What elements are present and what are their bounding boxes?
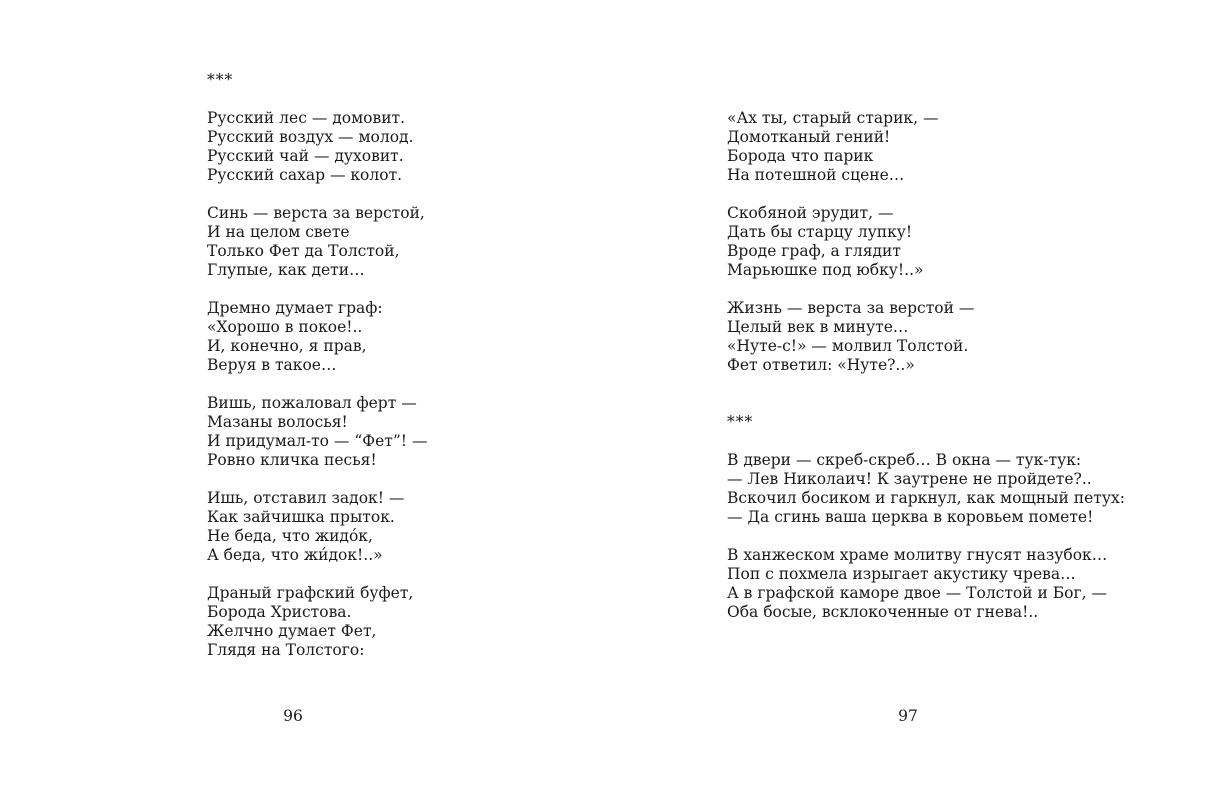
stanza [727,546,1125,622]
poem-line: Вскочил босиком и гаркнул, как мощный петух: [727,489,1125,507]
poem-line: А беда, что жи́док!..» [207,546,383,564]
poem-line: В двери — скреб-скреб… В окна — тук-тук: [727,451,1082,469]
poem-line: Борода Христова. [207,603,352,621]
poem-line: Русский сахар — колот. [207,166,403,184]
poem-line: Жизнь — верста за верстой — [727,299,975,317]
poem-line: Ишь, отставил задок! — [207,489,405,507]
poem-line: Домотканый гений! [727,128,891,146]
poem-line: А в графской каморе двое — Толстой и Бог, — [727,584,1107,602]
poem-line: Только Фет да Толстой, [207,242,400,260]
stanza [207,299,427,375]
poem-line: «Нуте-с!» — молвил Толстой. [727,337,969,355]
poem-line: — Лев Николаич! К заутрене не пройдете?.. [727,470,1092,488]
poem-line: Русский воздух — молод. [207,128,414,146]
poem-line: И, конечно, я прав, [207,337,367,355]
poem-line: Вишь, пожаловал ферт — [207,394,417,412]
poem-line: Глупые, как дети… [207,261,365,279]
poem-line: Мазаны волосья! [207,413,348,431]
poem-line: «Ах ты, старый старик, — [727,109,939,127]
stanza [207,109,427,185]
poem-line: Как зайчишка прыток. [207,508,395,526]
stanza [207,584,427,660]
poem-line: Веруя в такое… [207,356,337,374]
left-poem [207,71,427,679]
poem-line: Скобяной эрудит, — [727,204,894,222]
poem-line: И придумал-то — “Фет”! — [207,432,428,450]
poem-separator: *** [207,71,234,89]
poem-line: В ханжеском храме молитву гнусят назубок… [727,546,1108,564]
poem-line: Русский лес — домовит. [207,109,406,127]
page-number: 96 [283,707,303,725]
right-page [606,0,1212,800]
stanza [207,394,427,470]
poem-line: Не беда, что жидóк, [207,527,373,545]
poem-separator: *** [727,413,754,431]
poem-line: Синь — верста за верстой, [207,204,425,222]
poem-line: «Хорошо в покое!.. [207,318,363,336]
poem-line: — Да сгинь ваша церква в коровьем помете! [727,508,1094,526]
poem-line: Ровно кличка песья! [207,451,377,469]
page-number: 97 [898,707,918,725]
poem-line: На потешной сцене… [727,166,905,184]
right-poems [727,109,1125,641]
poem-line: Борода что парик [727,147,874,165]
stanza [727,451,1125,527]
poem-line: Дать бы старцу лупку! [727,223,913,241]
poem-line: Русский чай — духовит. [207,147,404,165]
stanza [727,299,1125,375]
poem-line: Поп с похмела изрыгает акустику чрева… [727,565,1076,583]
stanza [207,489,427,565]
stanza [727,109,1125,185]
poem-line: И на целом свете [207,223,350,241]
stanza [207,204,427,280]
stanza [727,204,1125,280]
poem-line: Оба босые, всклокоченные от гнева!.. [727,603,1039,621]
poem-line: Фет ответил: «Нуте?..» [727,356,915,374]
poem-line: Желчно думает Фет, [207,622,377,640]
poem-line: Целый век в минуте… [727,318,909,336]
poem-line: Глядя на Толстого: [207,641,365,659]
poem-line: Вроде граф, а глядит [727,242,901,260]
poem-line: Драный графский буфет, [207,584,414,602]
poem-line: Марьюшке под юбку!..» [727,261,924,279]
poem-line: Дремно думает граф: [207,299,383,317]
